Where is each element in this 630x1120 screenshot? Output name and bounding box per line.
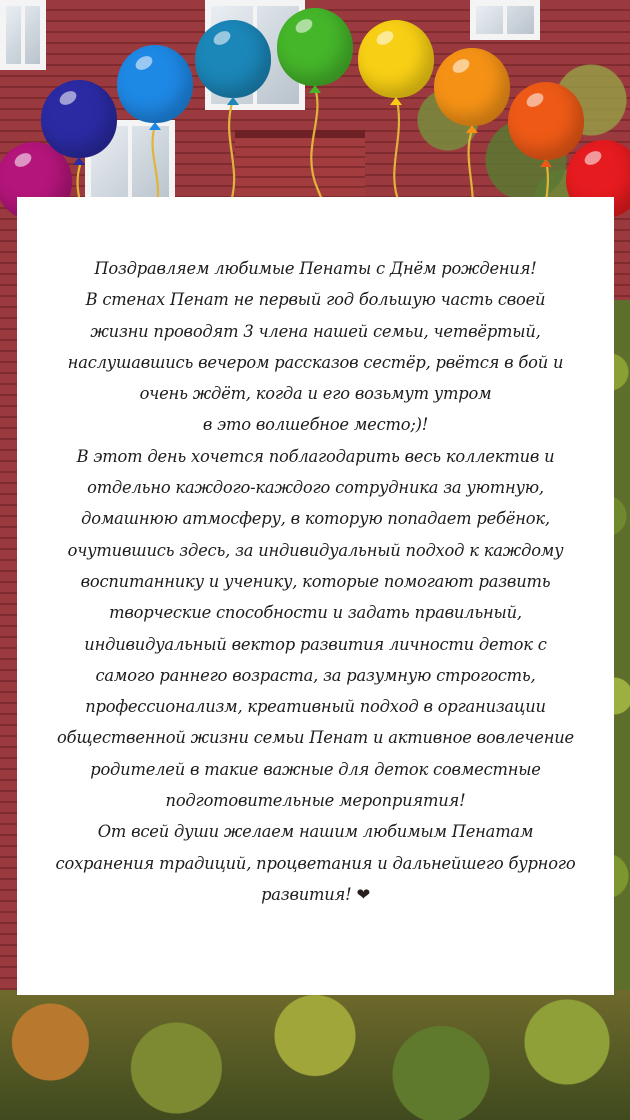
greeting-line: В этот день хочется поблагодарить весь коллектив и	[76, 446, 555, 466]
greeting-line: Поздравляем любимые Пенаты с Днём рождения!	[94, 259, 537, 278]
greeting-line: отдельно каждого-каждого сотрудника за уютную,	[87, 478, 544, 498]
greeting-line: жизни проводят 3 члена нашей семьи, четвёртый,	[90, 321, 541, 341]
greeting-line: В стенах Пенат не первый год большую часть своей	[85, 290, 546, 310]
greeting-line: сохранения традиций, процветания и дальнейшего бурного	[55, 853, 576, 873]
balloon-teal	[195, 20, 271, 98]
greeting-line: развития!	[261, 884, 352, 904]
heart-icon: ❤	[356, 884, 370, 904]
greeting-line: очень ждёт, когда и его возьмут утром	[139, 384, 492, 404]
balloon-red-orange	[508, 82, 584, 160]
greeting-line: творческие способности и задать правильный,	[109, 603, 522, 623]
garden-shrubs	[0, 990, 630, 1120]
greeting-line: воспитаннику и ученику, которые помогают развить	[80, 571, 551, 591]
greeting-line: домашнюю атмосферу, в которую попадает ребёнок,	[81, 509, 550, 529]
greeting-line: в это волшебное место;)!	[202, 415, 429, 435]
greeting-line: очутившись здесь, за индивидуальный подход к каждому	[67, 540, 564, 560]
greeting-line: профессионализм, креативный подход в организации	[85, 697, 546, 717]
greeting-line: родителей в такие важные для деток совместные	[90, 759, 541, 779]
greeting-text	[19, 253, 612, 910]
greeting-line: подготовительные мероприятия!	[165, 791, 466, 811]
balloon-green	[277, 8, 353, 86]
balloon-blue	[117, 45, 193, 123]
greeting-line: самого раннего возраста, за разумную строгость,	[95, 665, 536, 685]
greeting-line: общественной жизни семьи Пенат и активное вовлечение	[57, 728, 574, 748]
greeting-card	[17, 197, 614, 995]
balloon-orange	[434, 48, 510, 126]
greeting-line-last	[19, 879, 612, 910]
greeting-line: От всей души желаем нашим любимым Пенатам	[97, 822, 534, 842]
balloon-indigo	[41, 80, 117, 158]
greeting-line: наслушавшись вечером рассказов сестёр, рвётся в бой и	[67, 352, 564, 372]
balloon-yellow	[358, 20, 434, 98]
greeting-line: индивидуальный вектор развития личности деток с	[84, 634, 547, 654]
